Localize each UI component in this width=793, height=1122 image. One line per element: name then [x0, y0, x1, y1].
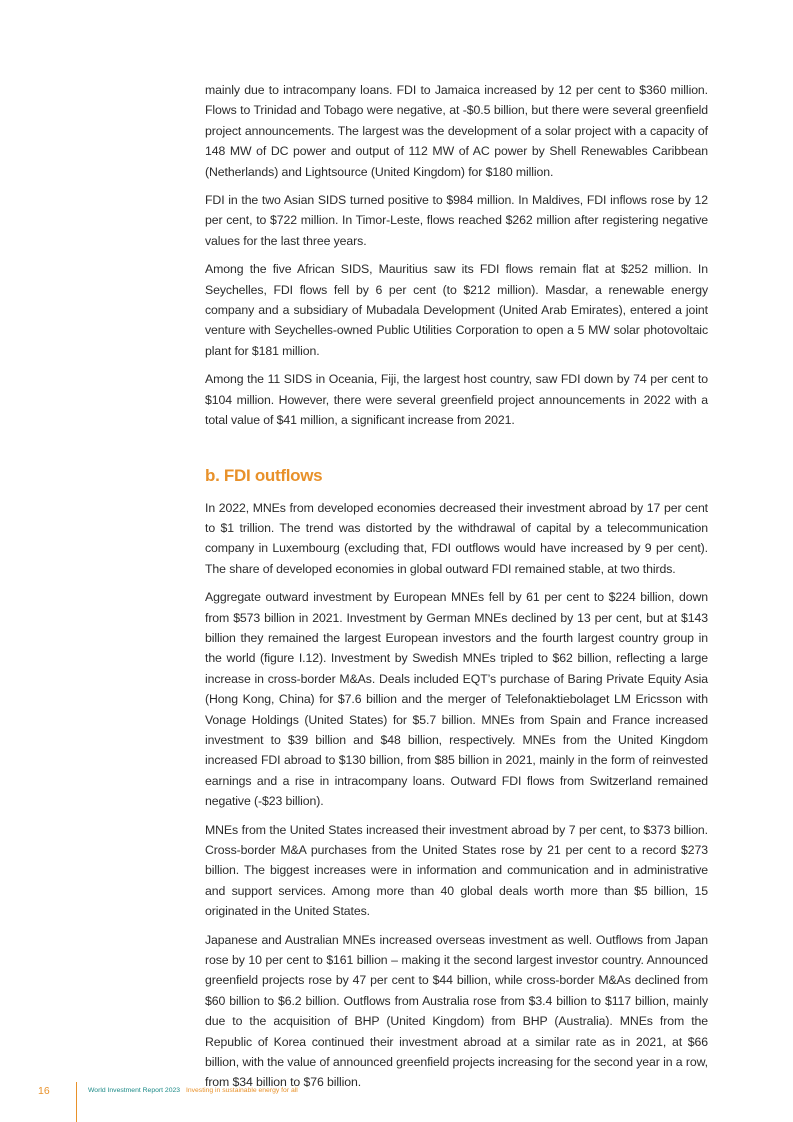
footer-divider	[76, 1082, 77, 1122]
main-content	[205, 80, 708, 1101]
body-paragraph: Among the five African SIDS, Mauritius saw its FDI flows remain flat at $252 million. In Seychelles, FDI flows fell by 6 per cent (to $212 million). Masdar, a renewable energy company and a subsidiary of Mubadala Development (United Arab Emirates), entered a joint venture with Seychelles-owned Public Utilities Corporation to open a 5 MW solar photovoltaic plant for $181 million.	[205, 262, 708, 358]
page-number: 16	[38, 1085, 50, 1097]
body-paragraph: mainly due to intracompany loans. FDI to Jamaica increased by 12 per cent to $360 million. Flows to Trinidad and Tobago were negative, at -$0.5 billion, but there were several greenfield project announcements. The largest was the development of a solar project with a capacity of 148 MW of DC power and output of 112 MW of AC power by Shell Renewables Caribbean (Netherlands) and Lightsource (United Kingdom) for $180 million.	[205, 83, 708, 179]
body-paragraph: In 2022, MNEs from developed economies decreased their investment abroad by 17 per cent to $1 trillion. The trend was distorted by the withdrawal of capital by a telecommunication company in Luxembourg (excluding that, FDI outflows would have increased by 9 per cent). The share of developed economies in global outward FDI remained stable, at two thirds.	[205, 500, 708, 576]
report-title: World Investment Report 2023	[88, 1087, 181, 1094]
body-paragraph: Aggregate outward investment by European MNEs fell by 61 per cent to $224 billion, down from $573 billion in 2021. Investment by German MNEs declined by 13 per cent, but at $143 billion they remained the largest European investors and the fourth largest country group in the world (figure I.12). Investment by Swedish MNEs tripled to $62 billion, reflecting a large increase in cross-border M&As. Deals included EQT’s purchase of Baring Private Equity Asia (Hong Kong, China) for $7.6 billion and the merger of Telefonaktiebolaget LM Ericsson with Vonage Holdings (United States) for $5.7 billion. MNEs from Spain and France increased investment to $39 billion and $48 billion, respectively. MNEs from the United Kingdom increased FDI abroad to $130 billion, from $85 billion in 2021, mainly in the form of reinvested earnings and a rise in intracompany loans. Outward FDI flows from Switzerland remained negative (-$23 billion).	[205, 590, 708, 809]
body-paragraph: FDI in the two Asian SIDS turned positive to $984 million. In Maldives, FDI inflows rose by 12 per cent, to $722 million. In Timor-Leste, flows reached $262 million after registering negative values for the last three years.	[205, 193, 708, 248]
page-footer	[0, 1082, 793, 1122]
report-subtitle: Investing in sustainable energy for all	[185, 1087, 298, 1094]
section-heading: b. FDI outflows	[205, 465, 323, 485]
body-paragraph: MNEs from the United States increased their investment abroad by 7 per cent, to $373 billion. Cross-border M&A purchases from the United States rose by 21 per cent to a record $273 billion. The biggest increases were in information and communication and in administrative and support services. Among more than 40 global deals worth more than $5 billion, 15 originated in the United States.	[205, 822, 708, 919]
footer-report-info	[88, 1087, 298, 1094]
body-paragraph: Japanese and Australian MNEs increased overseas investment as well. Outflows from Japan rose by 10 per cent to $161 billion – making it the second largest investor country. Announced greenfield projects rose by 47 per cent to $44 billion, while cross-border M&As declined from $60 billion to $6.2 billion. Outflows from Australia rose from $3.4 billion to $117 billion, mainly due to the acquisition of BHP (United Kingdom) from BHP (Australia). MNEs from the Republic of Korea continued their investment abroad at a similar rate as in 2021, at $66 billion, with the value of announced greenfield projects increasing for the second year in a row, from $34 billion to $76 billion.	[205, 932, 708, 1090]
body-paragraph: Among the 11 SIDS in Oceania, Fiji, the largest host country, saw FDI down by 74 per cent to $104 million. However, there were several greenfield project announcements in 2022 with a total value of $41 million, a significant increase from 2021.	[205, 372, 708, 428]
